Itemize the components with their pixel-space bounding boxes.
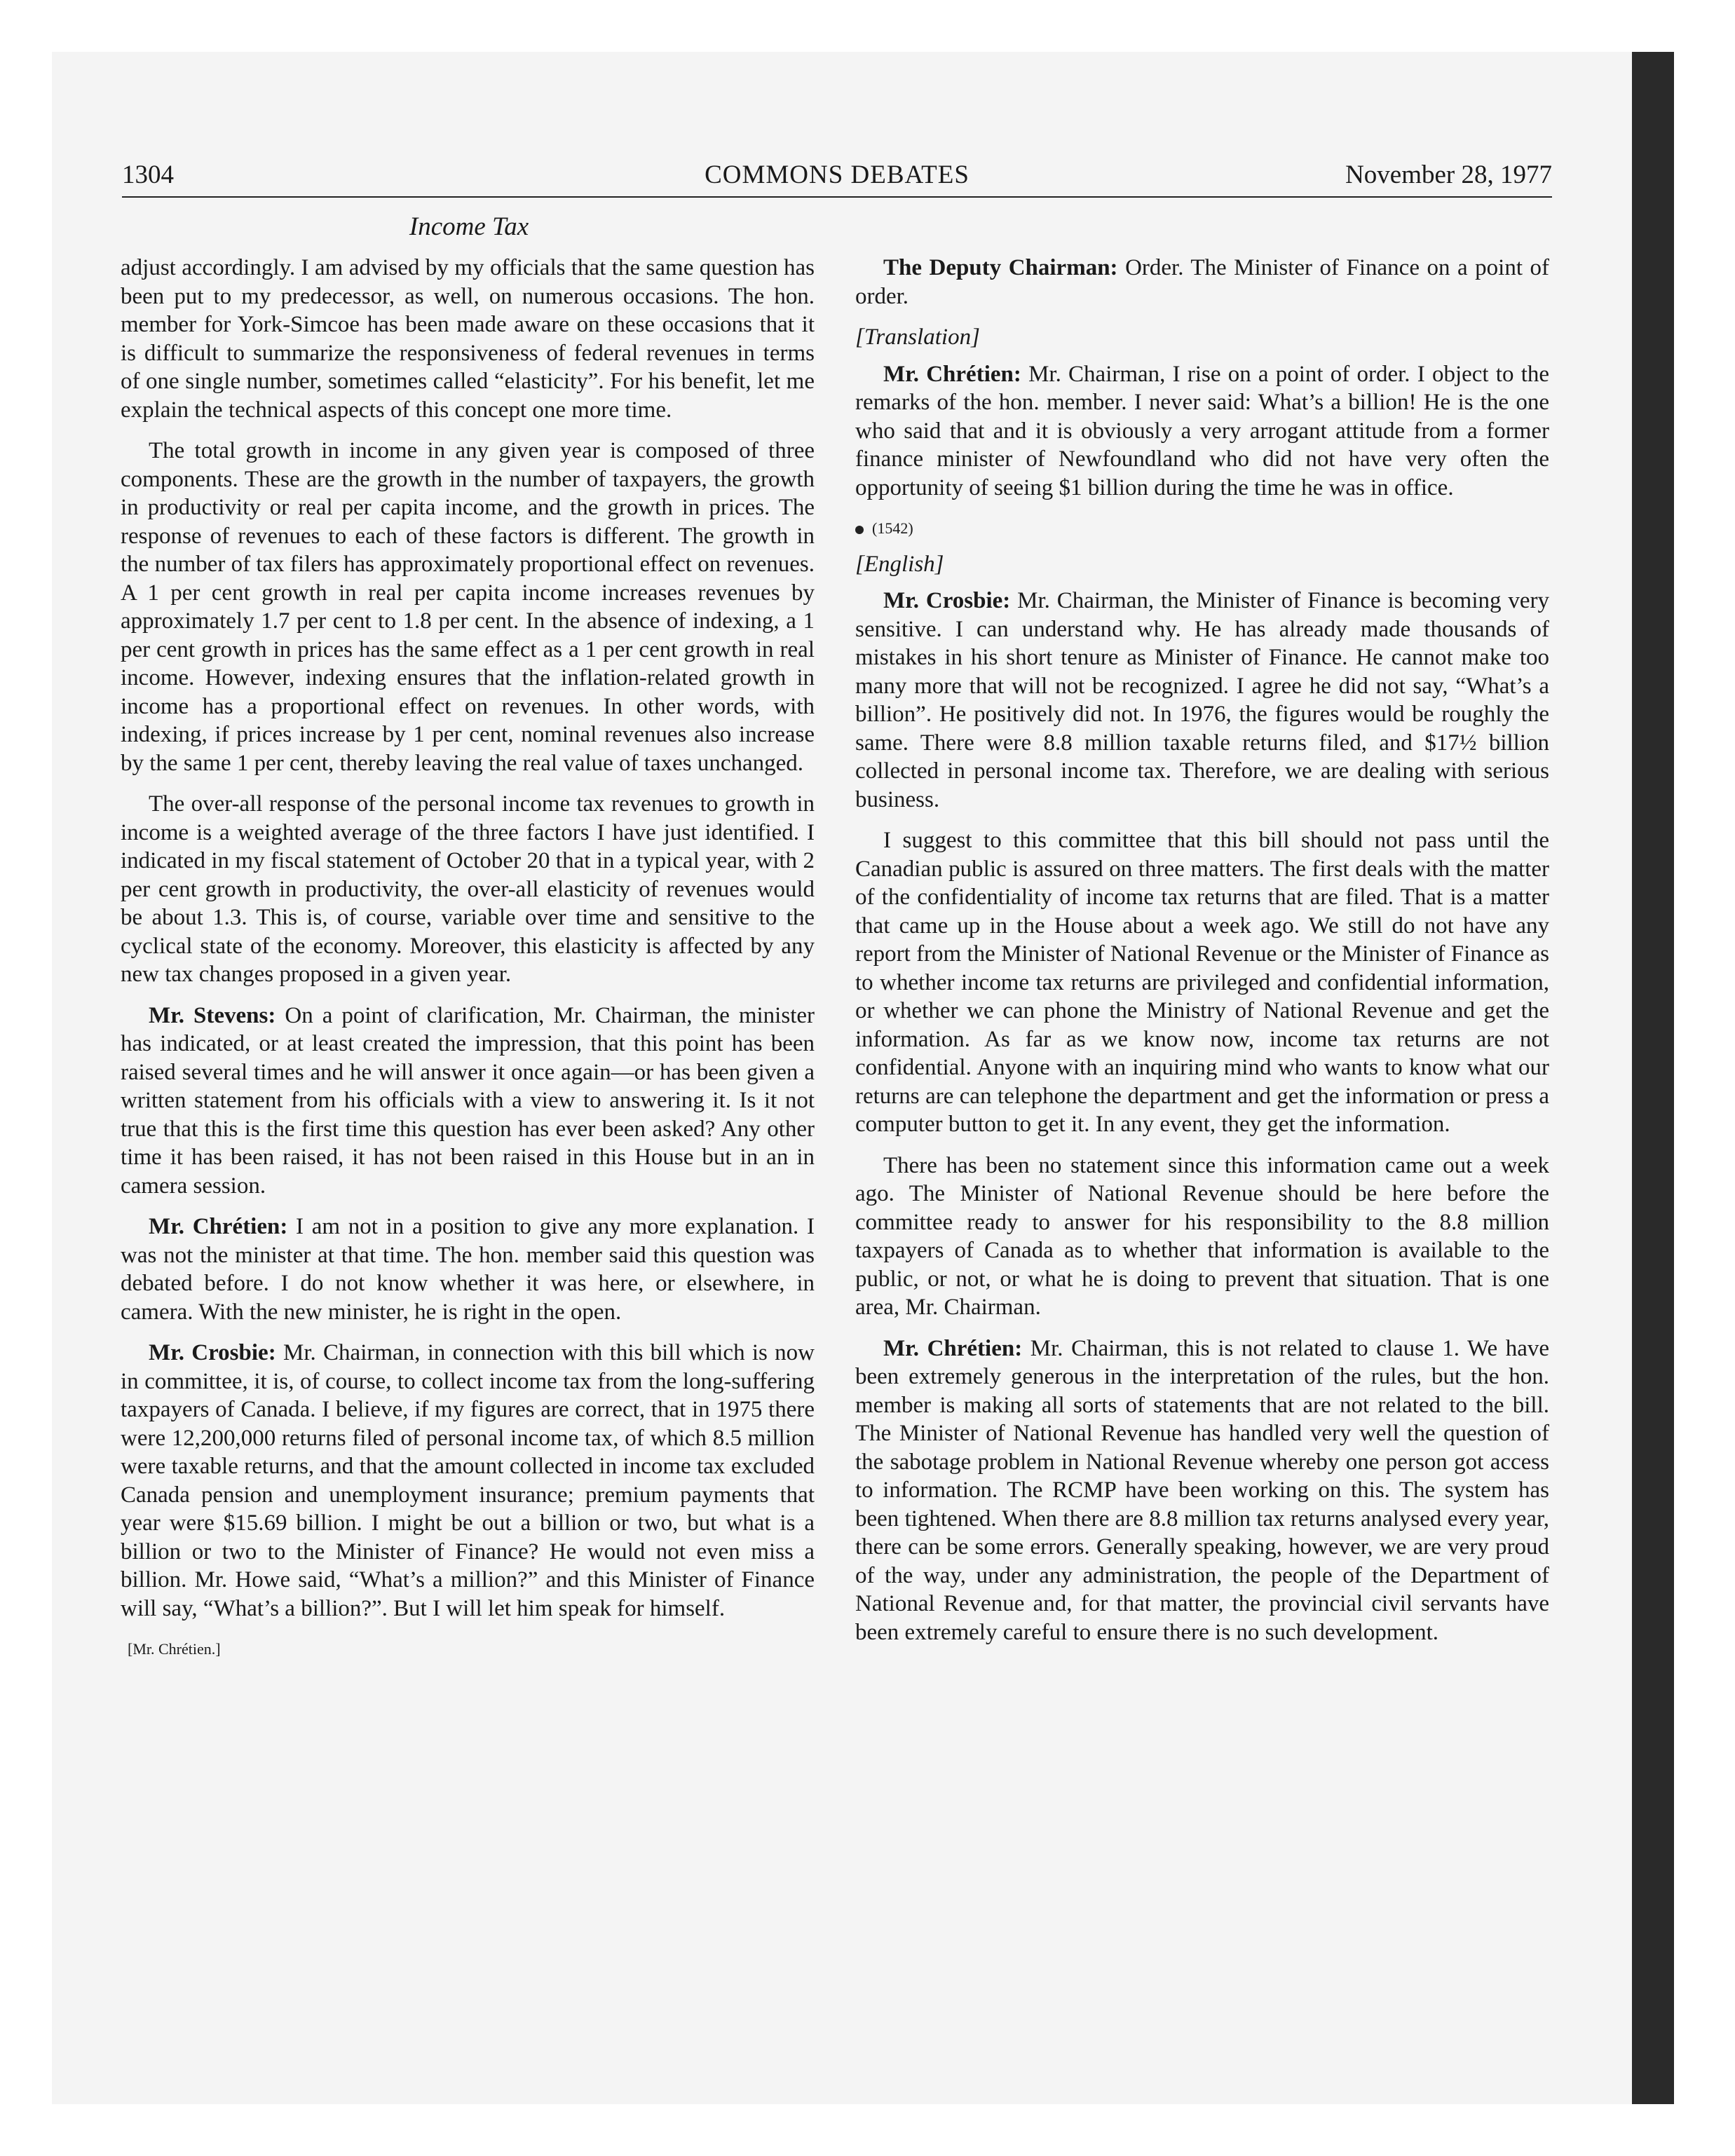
speaker-name: The Deputy Chairman: [883, 255, 1118, 280]
running-head: Income Tax [409, 212, 529, 241]
language-label-english: [English] [855, 551, 944, 577]
paragraph: The total growth in income in any given year is composed of three components. These are the growth in the number of taxpayers, the growth in productivity or real per capita income, and the growth in prices. The response of revenues to each of these factors is different. The growth in the number of tax filers has approximately proportional effect on revenues. A 1 per cent growth in real per capita income increases revenues by approximately 1.7 per cent to 1.8 per cent. In the absence of indexing, a 1 per cent growth in prices has the same effect as a 1 per cent growth in real income. However, indexing ensures that the inflation-related growth in income has a proportional effect on revenues. In other words, with indexing, if prices increase by 1 per cent, nominal revenues also increase by the same 1 per cent, thereby leaving the real value of taxes unchanged. [121, 438, 815, 776]
page-number: 1304 [122, 161, 174, 189]
speaker-name: Mr. Crosbie: [149, 1340, 276, 1365]
paragraph: The over-all response of the personal income tax revenues to growth in income is a weighted average of the three factors I have just identified. I indicated in my fiscal statement of October 20 that in a typical year, with 2 per cent growth in productivity, the over-all elasticity of revenues would be about 1.3. This is, of course, variable over time and sensitive to the cyclical state of the economy. Moreover, this elasticity is affected by any new tax changes proposed in a given year. [121, 791, 815, 987]
speech-deputy-chairman: The Deputy Chairman: Order. The Minister of Finance on a point of order. [855, 255, 1549, 309]
header-rule [122, 196, 1552, 198]
speaker-name: Mr. Stevens: [149, 1002, 276, 1028]
paragraph: There has been no statement since this information came out a week ago. The Minister of National Revenue should be here before the committee ready to answer for his responsibility to the 8.8 million taxpayers of Canada as to whether that information is available to the public, or not, or what he is doing to prevent that situation. That is one area, Mr. Chairman. [855, 1152, 1549, 1320]
page-date: November 28, 1977 [1345, 161, 1552, 189]
speech-chretien: Mr. Chrétien: I am not in a position to give any more explanation. I was not the minister at that time. The hon. member said this question was debated before. I do not know whether it was here, or elsewhere, in camera. With the new minister, he is right in the open. [121, 1214, 815, 1325]
speaker-footer-note: [Mr. Chrétien.] [128, 1640, 221, 1658]
right-column [855, 254, 1549, 1659]
speech-crosbie: Mr. Crosbie: Mr. Chairman, in connection with this bill which is now in committee, it is, of course, to collect income tax from the long-suffering taxpayers of Canada. I believe, if my figures are correct, that in 1975 there were 12,200,000 returns filed of personal income tax, of which 8.5 million were taxable returns, and that the amount collected in income tax excluded Canada pension and unemployment insurance; premium payments that year were $15.69 billion. I might be out a billion or two, but what is a billion or two to the Minister of Finance? He would not even miss a billion. Mr. Howe said, “What’s a million?” and this Minister of Finance will say, “What’s a billion?”. But I will let him speak for himself. [121, 1340, 815, 1621]
speaker-name: Mr. Chrétien: [883, 361, 1021, 387]
bullet-icon [855, 526, 864, 534]
speaker-name: Mr. Crosbie: [883, 588, 1011, 613]
left-column [121, 254, 815, 1677]
time-marker: (1542) [855, 514, 1549, 543]
scan-edge-shadow [1632, 52, 1674, 2104]
language-label-translation: [Translation] [855, 325, 980, 350]
paragraph: adjust accordingly. I am advised by my officials that the same question has been put to my predecessor, as well, on numerous occasions. The hon. member for York-Simcoe has been made aware on these occasions that it is difficult to summarize the responsiveness of federal revenues in terms of one single number, sometimes called “elasticity”. For his benefit, let me explain the technical aspects of this concept one more time. [121, 255, 815, 423]
speech-crosbie: Mr. Crosbie: Mr. Chairman, the Minister of Finance is becoming very sensitive. I can understand why. He has already made thousands of mistakes in his short tenure as Minister of Finance. He cannot make too many more that will not be recognized. I agree he did not say, “What’s a billion”. He positively did not. In 1976, the figures would be roughly the same. There were 8.8 million taxable returns filed, and $17½ billion collected in personal income tax. Therefore, we are dealing with serious business. [855, 588, 1550, 812]
page-header [122, 160, 1552, 199]
speaker-name: Mr. Chrétien: [883, 1335, 1023, 1361]
speech-stevens: Mr. Stevens: On a point of clarification, Mr. Chairman, the minister has indicated, or at least created the impression, that this point has been raised several times and he will answer it once again—or has been given a written statement from his officials with a view to answering it. Is it not true that this is the first time this question has ever been asked? Any other time it has been raised, it has not been raised in this House but in an in camera session. [121, 1002, 815, 1199]
speech-chretien: Mr. Chrétien: Mr. Chairman, I rise on a point of order. I object to the remarks of the hon. member. I never said: What’s a billion! He is the one who said that and it is obviously a very arrogant attitude from a former finance minister of Newfoundland who did not have very often the opportunity of seeing $1 billion during the time he was in office. [855, 361, 1550, 500]
speaker-name: Mr. Chrétien: [149, 1214, 288, 1239]
speech-chretien: Mr. Chrétien: Mr. Chairman, this is not related to clause 1. We have been extremely generous in the interpretation of the rules, but the hon. member is making all sorts of statements that are not related to the bill. The Minister of National Revenue has handled very well the question of the sabotage problem in National Revenue whereby one person got access to information. The RCMP have been working on this. The system has been tightened. When there are 8.8 million tax returns analysed every year, there can be some errors. Generally speaking, however, we are very proud of the way, under any administration, the people of the Department of National Revenue and, for that matter, the provincial civil servants have been extremely careful to ensure there is no such development. [855, 1335, 1549, 1645]
publication-title: COMMONS DEBATES [705, 161, 969, 189]
paragraph: I suggest to this committee that this bill should not pass until the Canadian public is assured on three matters. The first deals with the matter of the confidentiality of income tax returns that are filed. That is a matter that came up in the House about a week ago. We still do not have any report from the Minister of National Revenue or the Minister of Finance as to whether income tax returns are privileged and confidential information, or whether we can phone the Ministry of National Revenue and get the information. As far as we know now, income tax returns are not confidential. Anyone with an inquiring mind who wants to know what our returns are can telephone the department and get the information or press a computer button to get it. In any event, they get the information. [855, 828, 1549, 1137]
